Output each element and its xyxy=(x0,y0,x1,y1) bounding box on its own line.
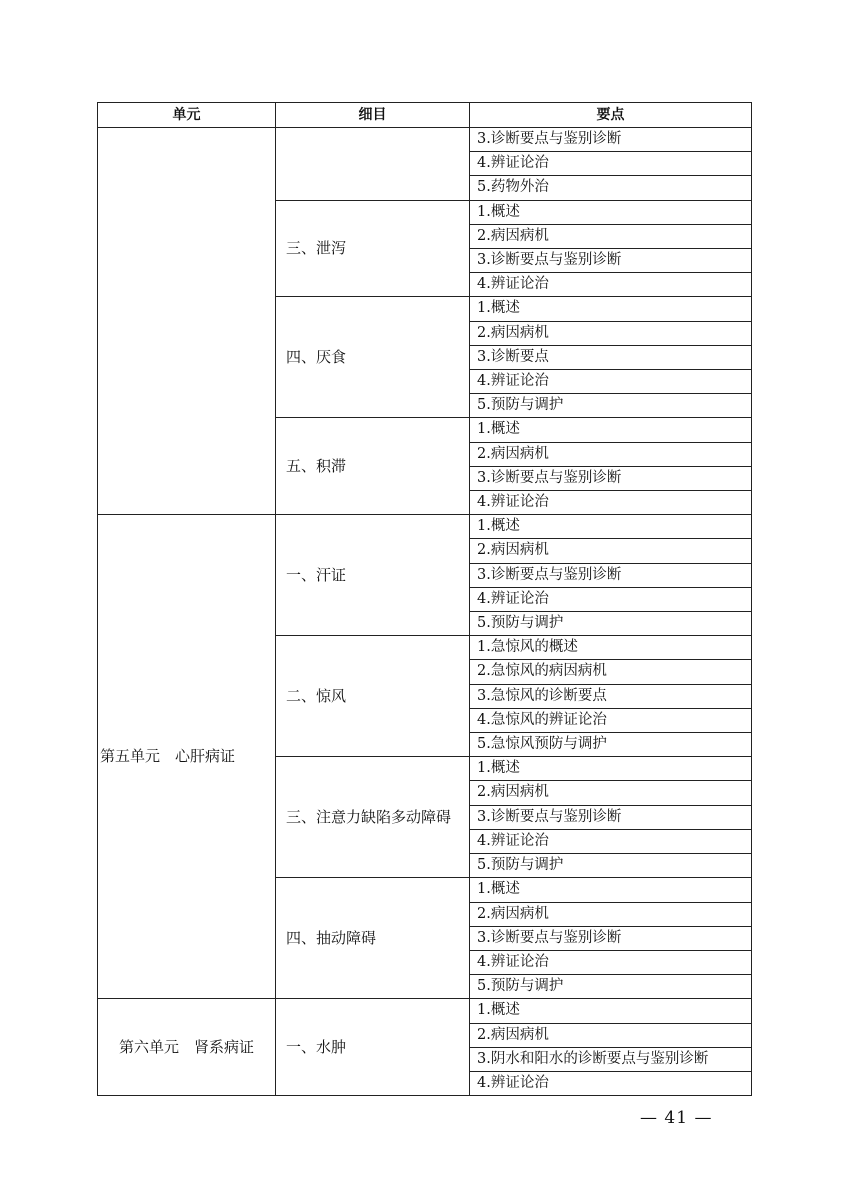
point-cell: 2.病因病机 xyxy=(470,539,752,563)
point-cell: 4.辨证论治 xyxy=(470,587,752,611)
table-row xyxy=(98,999,752,1023)
point-cell: 2.急惊风的病因病机 xyxy=(470,660,752,684)
point-cell: 2.病因病机 xyxy=(470,442,752,466)
page-number: — 41 — xyxy=(640,1108,713,1128)
item-cell: 四、抽动障碍 xyxy=(276,878,470,999)
point-cell: 4.辨证论治 xyxy=(470,1071,752,1095)
point-cell: 2.病因病机 xyxy=(470,902,752,926)
point-cell: 3.急惊风的诊断要点 xyxy=(470,684,752,708)
point-cell: 1.概述 xyxy=(470,297,752,321)
point-cell: 4.辨证论治 xyxy=(470,950,752,974)
point-cell: 5.预防与调护 xyxy=(470,975,752,999)
table-body xyxy=(98,128,752,1096)
point-cell: 1.急惊风的概述 xyxy=(470,636,752,660)
item-cell: 三、泄泻 xyxy=(276,200,470,297)
point-cell: 5.预防与调护 xyxy=(470,612,752,636)
point-cell: 2.病因病机 xyxy=(470,224,752,248)
item-cell: 五、积滞 xyxy=(276,418,470,515)
point-cell: 3.阴水和阳水的诊断要点与鉴别诊断 xyxy=(470,1047,752,1071)
point-cell: 3.诊断要点与鉴别诊断 xyxy=(470,563,752,587)
point-cell: 4.急惊风的辨证论治 xyxy=(470,708,752,732)
item-cell: 一、水肿 xyxy=(276,999,470,1096)
point-cell: 2.病因病机 xyxy=(470,321,752,345)
unit-cell xyxy=(98,128,276,515)
point-cell: 3.诊断要点与鉴别诊断 xyxy=(470,805,752,829)
point-cell: 1.概述 xyxy=(470,999,752,1023)
point-cell: 3.诊断要点与鉴别诊断 xyxy=(470,249,752,273)
point-cell: 5.药物外治 xyxy=(470,176,752,200)
point-cell: 1.概述 xyxy=(470,757,752,781)
point-cell: 2.病因病机 xyxy=(470,781,752,805)
unit-cell: 第五单元 心肝病证 xyxy=(98,515,276,999)
point-cell: 4.辨证论治 xyxy=(470,491,752,515)
point-cell: 1.概述 xyxy=(470,200,752,224)
syllabus-table xyxy=(97,102,752,1096)
point-cell: 4.辨证论治 xyxy=(470,370,752,394)
point-cell: 3.诊断要点与鉴别诊断 xyxy=(470,128,752,152)
table-row xyxy=(98,515,752,539)
item-cell: 四、厌食 xyxy=(276,297,470,418)
point-cell: 4.辨证论治 xyxy=(470,829,752,853)
point-cell: 2.病因病机 xyxy=(470,1023,752,1047)
header-item: 细目 xyxy=(276,103,470,128)
table-row xyxy=(98,128,752,152)
point-cell: 3.诊断要点与鉴别诊断 xyxy=(470,466,752,490)
item-cell xyxy=(276,128,470,201)
point-cell: 1.概述 xyxy=(470,878,752,902)
point-cell: 3.诊断要点与鉴别诊断 xyxy=(470,926,752,950)
point-cell: 4.辨证论治 xyxy=(470,273,752,297)
item-cell: 二、惊风 xyxy=(276,636,470,757)
point-cell: 5.预防与调护 xyxy=(470,394,752,418)
point-cell: 1.概述 xyxy=(470,515,752,539)
item-cell: 三、注意力缺陷多动障碍 xyxy=(276,757,470,878)
header-point: 要点 xyxy=(470,103,752,128)
point-cell: 3.诊断要点 xyxy=(470,345,752,369)
header-unit: 单元 xyxy=(98,103,276,128)
point-cell: 5.预防与调护 xyxy=(470,854,752,878)
table-header-row xyxy=(98,103,752,128)
unit-cell: 第六单元 肾系病证 xyxy=(98,999,276,1096)
item-cell: 一、汗证 xyxy=(276,515,470,636)
point-cell: 1.概述 xyxy=(470,418,752,442)
point-cell: 4.辨证论治 xyxy=(470,152,752,176)
point-cell: 5.急惊风预防与调护 xyxy=(470,733,752,757)
